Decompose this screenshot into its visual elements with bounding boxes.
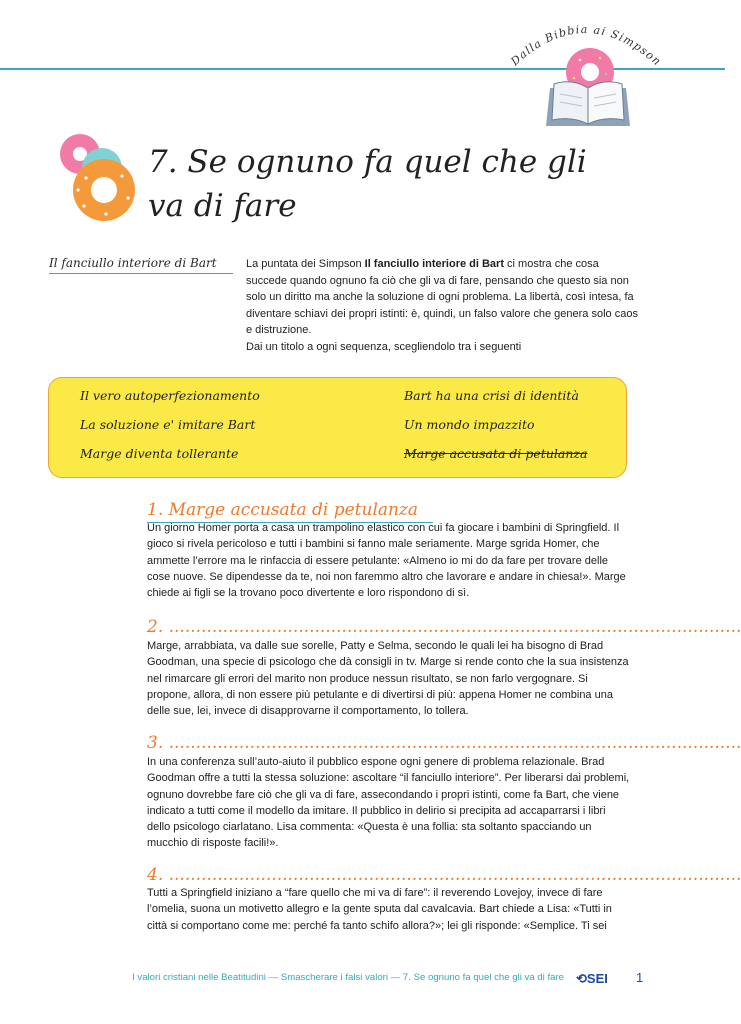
section-1-text: Un giorno Homer porta a casa un trampolino elastico con cui fa giocare i bambini di Springfield. Il gioco si rivela pericoloso e tutti i bambini si fanno male seriamente. Marge sgrida Homer, che ammette l’errore ma le rinfaccia di essere petulante: «Almeno io mi do da fare per trovare delle cose nuove. Se dipendesse da te, noi non faremmo altro che lavorare e andare in chiesa!». Marge chiede ai figli se la trovano poco divertente e loro rispondono di sì.: [147, 522, 626, 600]
donuts-icon: [54, 128, 150, 228]
intro-text-2: ci mostra che cosa succede quando ognuno fa ciò che gli va di fare, pensando che questo sia non solo un diritto ma anche la soluzione di ogni problema. La libertà, così intesa, fa diventare schiavi dei propri istinti: è, quindi, un falso valore che genera solo caos e distruzione.: [246, 258, 638, 336]
sei-logo-label: SEI: [586, 971, 608, 986]
episode-side-label: Il fanciullo interiore di Bart: [49, 256, 233, 274]
option-right-3-used: Marge accusata di petulanza: [404, 446, 588, 461]
page-title: [148, 140, 668, 228]
option-right-1: Bart ha una crisi di identità: [404, 388, 579, 403]
page-title-line-2: va di fare: [148, 188, 297, 224]
intro-episode-title: Il fanciullo interiore di Bart: [364, 258, 504, 270]
section-3-text: In una conferenza sull’auto-aiuto il pubblico espone ogni genere di problema relazionale. Brad Goodman offre a tutti la stessa soluzione: ascoltare “il fanciullo interiore”. Per liberarsi dai problemi, ognuno dovrebbe fare ciò che gli va di fare, assecondando i propri istinti, come fa Bart, che viene indicato a tutti come il modello da imitare. Il pubblico in delirio si precipita ad accaparrarsi i libri dello psicologo ciarlatano. Lisa commenta: «Questa è una follia: sta soltanto spacciando un mucchio di risposte facili!».: [147, 756, 630, 850]
option-left-2: La soluzione e' imitare Bart: [80, 417, 256, 432]
donut-book-badge-icon: [540, 44, 636, 130]
sei-logo-icon: [576, 971, 608, 987]
section-2-heading-blank[interactable]: 2. ..........................................................................................................: [147, 617, 741, 637]
option-right-2: Un mondo impazzito: [404, 417, 535, 432]
option-left-3: Marge diventa tollerante: [80, 446, 239, 461]
section-2-text: Marge, arrabbiata, va dalle sue sorelle, Patty e Selma, secondo le quali lei ha bisogno di Brad Goodman, una specie di psicologo che dà consigli in tv. Marge si rende conto che la sua insistenza nel rimarcare gli errori del marito non produce nessun risultato, se non farlo vergognare. Si propone, allora, di non essere più petulante e di divertirsi di più: appena Homer ne combina una delle sue, lei, invece di disapprovarne il comportamento, lo tollera.: [147, 640, 629, 718]
page-number: 1: [636, 970, 644, 985]
section-1-heading: 1. Marge accusata di petulanza: [147, 500, 433, 523]
intro-instruction: Dai un titolo a ogni sequenza, scegliendolo tra i seguenti: [246, 340, 522, 353]
section-3-heading-blank[interactable]: 3. ..........................................................................................................: [147, 733, 741, 753]
series-title-text: Dalla Bibbia ai Simpson: [508, 22, 665, 68]
intro-paragraph: [246, 256, 638, 355]
footer-text: I valori cristiani nelle Beatitudini — Smascherare i falsi valori — 7. Se ognuno fa quel che gli va di fare: [132, 972, 564, 983]
sei-logo-swirl: ⟲: [576, 971, 587, 986]
section-4-text: Tutti a Springfield iniziano a “fare quello che mi va di fare”: il reverendo Lovejoy, invece di fare l’omelia, suona un motivetto allegro e la gente sputa dal cavalcavia. Bart chiede a Lisa: «Tutti in città si comportano come me: perché fa tanto schifo allora?»; lei gli risponde: «Semplice. Ti sei: [147, 887, 612, 932]
page-title-line-1: 7. Se ognuno fa quel che gli: [148, 144, 587, 180]
section-4-heading-blank[interactable]: 4. ..........................................................................................................: [147, 865, 741, 885]
option-left-1: Il vero autoperfezionamento: [80, 388, 260, 403]
title-options-box: [48, 377, 627, 478]
intro-text-1: La puntata dei Simpson: [246, 258, 365, 270]
